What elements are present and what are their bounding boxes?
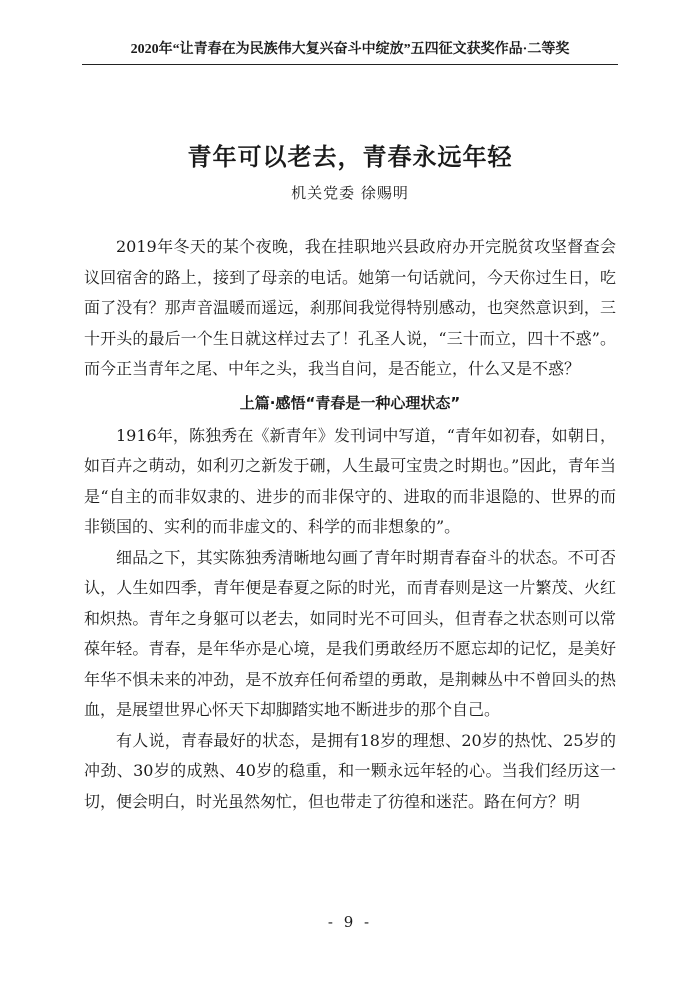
paragraph-youth-state: 细品之下，其实陈独秀清晰地勾画了青年时期青春奋斗的状态。不可否认，人生如四季，青年便是春夏之际的时光，而青春则是这一片繁茂、火红和炽热。青年之身躯可以老去，如同时光不可回头，但青春之状态则可以常葆年轻。青春，是年华亦是心境，是我们勇敢经历不愿忘却的记忆，是美好年华不惧未来的冲劲，是不放弃任何希望的勇敢，是荆棘丛中不曾回头的热血，是展望世界心怀天下却脚踏实地不断进步的那个自己。 <box>84 547 616 719</box>
header-divider <box>82 64 618 65</box>
paragraph-chen-duxiu-quote: 1916年，陈独秀在《新青年》发刊词中写道，“青年如初春，如朝日，如百卉之萌动，如利刃之新发于硎，人生最可宝贵之时期也。”因此，青年当是“自主的而非奴隶的、进步的而非保守的、进取的而非退隐的、世界的而非锁国的、实利的而非虚文的、科学的而非想象的”。 <box>84 425 616 536</box>
page-number: - 9 - <box>327 913 373 931</box>
article-author: 机关党委 徐赐明 <box>291 184 409 202</box>
paragraph-intro: 2019年冬天的某个夜晚，我在挂职地兴县政府办开完脱贫攻坚督查会议回宿舍的路上，接到了母亲的电话。她第一句话就问，今天你过生日，吃面了没有？那声音温暖而遥远，刹那间我觉得特别感动，也突然意识到，三十开头的最后一个生日就这样过去了！孔圣人说，“三十而立，四十不惑”。而今正当青年之尾、中年之头，我当自问，是否能立，什么又是不惑？ <box>84 237 616 378</box>
article-body <box>84 232 616 817</box>
section-heading: 上篇·感悟“青春是一种心理状态” <box>239 393 461 412</box>
article-title: 青年可以老去，青春永远年轻 <box>187 143 513 171</box>
running-header: 2020年“让青春在为民族伟大复兴奋斗中绽放”五四征文获奖作品·二等奖 <box>130 42 570 57</box>
paragraph-best-state: 有人说，青春最好的状态，是拥有18岁的理想、20岁的热忱、25岁的冲劲、30岁的成熟、40岁的稳重，和一颗永远年轻的心。当我们经历这一切，便会明白，时光虽然匆忙，但也带走了彷徨和迷茫。路在何方？明 <box>84 730 616 811</box>
